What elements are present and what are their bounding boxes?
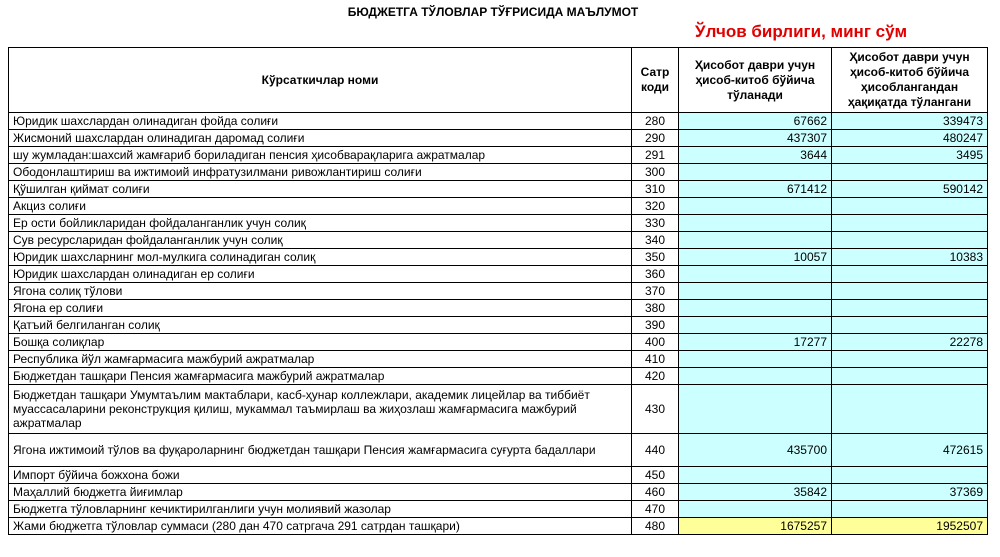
header-paid: Ҳисобот даври учун ҳисоб-китоб бўйича ҳисоблангандан ҳақиқатда тўлангани — [832, 48, 988, 113]
row-payable-cell: 35842 — [679, 484, 832, 501]
row-name-cell: Қўшилган қиймат солиғи — [9, 181, 632, 198]
table-row — [9, 351, 988, 368]
row-name-cell: Республика йўл жамғармасига мажбурий ажратмалар — [9, 351, 632, 368]
row-name-cell: Ягона ижтимоий тўлов ва фуқароларнинг бюджетдан ташқари Пенсия жамғармасига суғурта бадаллари — [9, 434, 632, 467]
table-row — [9, 317, 988, 334]
row-payable-cell: 435700 — [679, 434, 832, 467]
row-code-cell: 330 — [632, 215, 679, 232]
row-paid-cell — [832, 300, 988, 317]
row-paid-cell — [832, 283, 988, 300]
row-paid-cell — [832, 215, 988, 232]
row-code-cell: 480 — [632, 518, 679, 535]
table-row — [9, 484, 988, 501]
row-payable-cell: 1675257 — [679, 518, 832, 535]
table-row — [9, 232, 988, 249]
table-row — [9, 181, 988, 198]
table-row — [9, 300, 988, 317]
row-name-cell: Импорт бўйича божхона божи — [9, 467, 632, 484]
row-code-cell: 460 — [632, 484, 679, 501]
row-paid-cell: 22278 — [832, 334, 988, 351]
table-row — [9, 198, 988, 215]
row-name-cell: Сув ресурсларидан фойдаланганлик учун солиқ — [9, 232, 632, 249]
row-code-cell: 280 — [632, 113, 679, 130]
row-name-cell: Бюджетдан ташқари Пенсия жамғармасига мажбурий ажратмалар — [9, 368, 632, 385]
row-name-cell: Қатъий белгиланган солиқ — [9, 317, 632, 334]
row-paid-cell: 3495 — [832, 147, 988, 164]
row-name-cell: Ер ости бойликларидан фойдаланганлик учун солиқ — [9, 215, 632, 232]
row-name-cell: Жисмоний шахслардан олинадиган даромад солиғи — [9, 130, 632, 147]
row-paid-cell — [832, 317, 988, 334]
row-paid-cell: 590142 — [832, 181, 988, 198]
row-paid-cell: 339473 — [832, 113, 988, 130]
row-code-cell: 340 — [632, 232, 679, 249]
row-payable-cell — [679, 283, 832, 300]
row-name-cell: Жами бюджетга тўловлар суммаси (280 дан 470 сатргача 291 сатрдан ташқари) — [9, 518, 632, 535]
row-payable-cell: 10057 — [679, 249, 832, 266]
row-code-cell: 430 — [632, 385, 679, 434]
unit-label: Ўлчов бирлиги, минг сўм — [695, 22, 908, 41]
row-code-cell: 360 — [632, 266, 679, 283]
row-payable-cell — [679, 164, 832, 181]
row-payable-cell — [679, 232, 832, 249]
table-row — [9, 266, 988, 283]
report-title: БЮДЖЕТГА ТЎЛОВЛАР ТЎҒРИСИДА МАЪЛУМОТ — [347, 5, 639, 19]
row-payable-cell — [679, 385, 832, 434]
table-row — [9, 113, 988, 130]
row-name-cell: Юридик шахслардан олинадиган фойда солиғи — [9, 113, 632, 130]
row-code-cell: 350 — [632, 249, 679, 266]
row-code-cell: 290 — [632, 130, 679, 147]
row-name-cell: Юридик шахсларнинг мол-мулкига солинадиган солиқ — [9, 249, 632, 266]
row-paid-cell — [832, 351, 988, 368]
table-row — [9, 501, 988, 518]
row-payable-cell: 671412 — [679, 181, 832, 198]
row-paid-cell — [832, 198, 988, 215]
row-paid-cell: 480247 — [832, 130, 988, 147]
table-row — [9, 467, 988, 484]
table-row — [9, 249, 988, 266]
table-row — [9, 334, 988, 351]
row-code-cell: 440 — [632, 434, 679, 467]
header-payable: Ҳисобот даври учун ҳисоб-китоб бўйича тўланади — [679, 48, 832, 113]
row-name-cell: Ободонлаштириш ва ижтимоий инфратузилмани ривожлантириш солиғи — [9, 164, 632, 181]
row-name-cell: Ягона ер солиғи — [9, 300, 632, 317]
row-paid-cell: 472615 — [832, 434, 988, 467]
row-payable-cell: 3644 — [679, 147, 832, 164]
table-row — [9, 164, 988, 181]
row-payable-cell: 67662 — [679, 113, 832, 130]
row-name-cell: Бошқа солиқлар — [9, 334, 632, 351]
row-name-cell: шу жумладан:шахсий жамғариб бориладиган пенсия ҳисобварақларига ажратмалар — [9, 147, 632, 164]
row-name-cell: Юридик шахслардан олинадиган ер солиғи — [9, 266, 632, 283]
row-paid-cell — [832, 368, 988, 385]
row-code-cell: 291 — [632, 147, 679, 164]
table-body — [9, 113, 988, 535]
row-payable-cell — [679, 368, 832, 385]
row-paid-cell — [832, 266, 988, 283]
row-code-cell: 470 — [632, 501, 679, 518]
row-paid-cell — [832, 501, 988, 518]
header-name: Кўрсаткичлар номи — [9, 48, 632, 113]
row-name-cell: Акциз солиғи — [9, 198, 632, 215]
row-code-cell: 370 — [632, 283, 679, 300]
row-code-cell: 320 — [632, 198, 679, 215]
row-code-cell: 390 — [632, 317, 679, 334]
row-code-cell: 300 — [632, 164, 679, 181]
row-name-cell: Ягона солиқ тўлови — [9, 283, 632, 300]
row-payable-cell: 437307 — [679, 130, 832, 147]
table-row — [9, 518, 988, 535]
row-name-cell: Бюджетга тўловларнинг кечиктирилганлиги учун молиявий жазолар — [9, 501, 632, 518]
row-payable-cell — [679, 300, 832, 317]
row-payable-cell — [679, 215, 832, 232]
table-row — [9, 368, 988, 385]
table-row — [9, 130, 988, 147]
row-payable-cell — [679, 198, 832, 215]
row-payable-cell: 17277 — [679, 334, 832, 351]
row-code-cell: 420 — [632, 368, 679, 385]
row-payable-cell — [679, 266, 832, 283]
table-row — [9, 434, 988, 467]
row-name-cell: Бюджетдан ташқари Умумтаълим мактаблари, касб-ҳунар коллежлари, академик лицейлар ва тиббиёт муассасаларини реконструкция қилиш, мукаммал таъмирлаш ва жиҳозлаш жамғармасига мажбурий ажратмалар — [9, 385, 632, 434]
row-paid-cell — [832, 232, 988, 249]
row-code-cell: 400 — [632, 334, 679, 351]
row-paid-cell: 37369 — [832, 484, 988, 501]
table-row — [9, 385, 988, 434]
row-paid-cell: 1952507 — [832, 518, 988, 535]
row-payable-cell — [679, 317, 832, 334]
table-row — [9, 215, 988, 232]
row-payable-cell — [679, 467, 832, 484]
row-paid-cell — [832, 164, 988, 181]
row-paid-cell — [832, 385, 988, 434]
row-code-cell: 310 — [632, 181, 679, 198]
table-row — [9, 283, 988, 300]
row-payable-cell — [679, 351, 832, 368]
row-name-cell: Маҳаллий бюджетга йиғимлар — [9, 484, 632, 501]
row-paid-cell: 10383 — [832, 249, 988, 266]
row-code-cell: 410 — [632, 351, 679, 368]
row-code-cell: 450 — [632, 467, 679, 484]
tax-payments-table — [8, 47, 988, 535]
row-payable-cell — [679, 501, 832, 518]
header-code: Сатр коди — [632, 48, 679, 113]
row-paid-cell — [832, 467, 988, 484]
row-code-cell: 380 — [632, 300, 679, 317]
table-header-row — [9, 48, 988, 113]
table-row — [9, 147, 988, 164]
